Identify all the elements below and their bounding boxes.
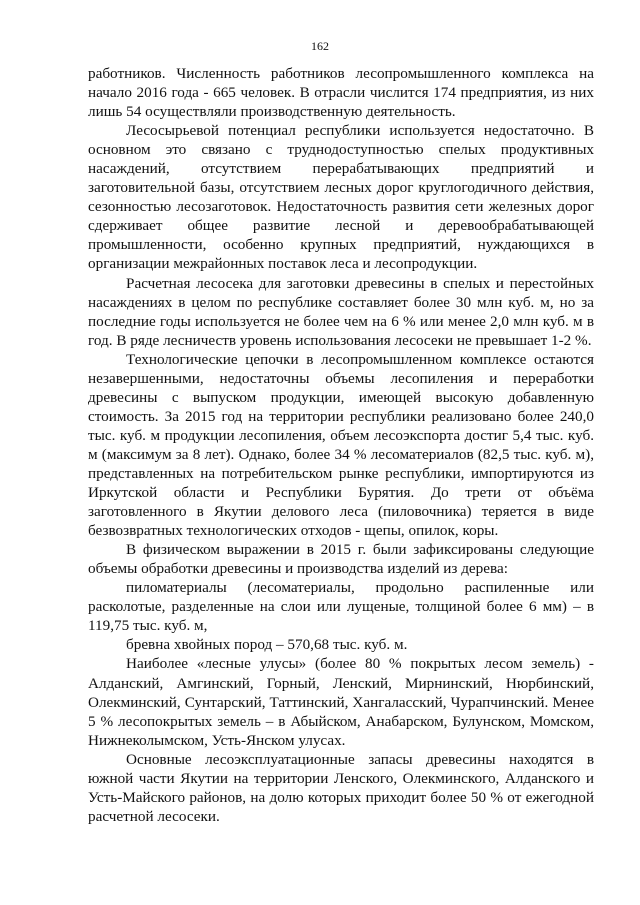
paragraph-main-reserves: Основные лесоэксплуатационные запасы древесины находятся в южной части Якутии на территории Ленского, Олекминского, Алданского и Усть-Майского районов, на долю которых приходит более 50 % от ежегодной расчетной лесосеки. bbox=[88, 750, 594, 825]
paragraph-physical-volumes: В физическом выражении в 2015 г. были зафиксированы следующие объемы обработки древесины и производства изделий из дерева: bbox=[88, 541, 594, 578]
paragraph-tech-chains: Технологические цепочки в лесопромышленном комплексе остаются незавершенными, недостаточны объемы лесопиления и переработки древесины с выпуском продукции, имеющей высокую добавленную стоимость. За 2015 год на территории республики реализовано более 240,0 тыс. куб. м продукции лесопиления, объем лесоэкспорта достиг 5,4 тыс. куб. м (максимум за 8 лет). Однако, более 34 % лесоматериалов (82,5 тыс. куб. м), представленных на потребительском рынке республики, импортируются из Иркутской области и Республики Бурятия. До трети от объёма заготовленного в Якутии делового леса (пиловочника) теряется в виде безвозвратных технологических отходов - щепы, опилок, коры. bbox=[88, 350, 594, 540]
paragraph-workforce: работников. Численность работников лесопромышленного комплекса на начало 2016 года - 665 человек. В отрасли числится 174 предприятия, из них лишь 54 осуществляли производственную деятельность. bbox=[88, 65, 594, 121]
paragraph-lumber-item: пиломатериалы (лесоматериалы, продольно распиленные или расколотые, разделенные на слои или лущеные, толщиной более 6 мм) – в 119,75 тыс. куб. м, bbox=[88, 579, 594, 635]
document-body bbox=[88, 64, 594, 826]
paragraph-cutting-area: Расчетная лесосека для заготовки древесины в спелых и перестойных насаждениях в целом по республике составляет более 30 млн куб. м, но за последние годы используется не более чем на 6 % или менее 2,0 млн куб. м в год. В ряде лесничеств уровень использования лесосеки не превышает 1-2 %. bbox=[88, 274, 594, 349]
paragraph-logs-item: бревна хвойных пород – 570,68 тыс. куб. м. bbox=[126, 636, 408, 654]
paragraph-forest-districts: Наиболее «лесные улусы» (более 80 % покрытых лесом земель) - Алданский, Амгинский, Горный, Ленский, Мирнинский, Нюрбинский, Олекминский, Сунтарский, Таттинский, Хангаласский, Чурапчинский. Менее 5 % лесопокрытых земель – в Абыйском, Анабарском, Булунском, Момском, Нижнеколымском, Усть-Янском улусах. bbox=[88, 655, 594, 749]
paragraph-forest-potential: Лесосырьевой потенциал республики используется недостаточно. В основном это связано с труднодоступностью спелых продуктивных насаждений, отсутствием перерабатывающих предприятий и заготовительной базы, отсутствием лесных дорог круглогодичного действия, сезонностью лесозаготовок. Недостаточность развития сети железных дорог сдерживает общее развитие лесной и деревообрабатывающей промышленности, особенно крупных предприятий, нуждающихся в организации межрайонных поставок леса и лесопродукции. bbox=[88, 122, 594, 273]
page-number: 162 bbox=[311, 39, 329, 53]
